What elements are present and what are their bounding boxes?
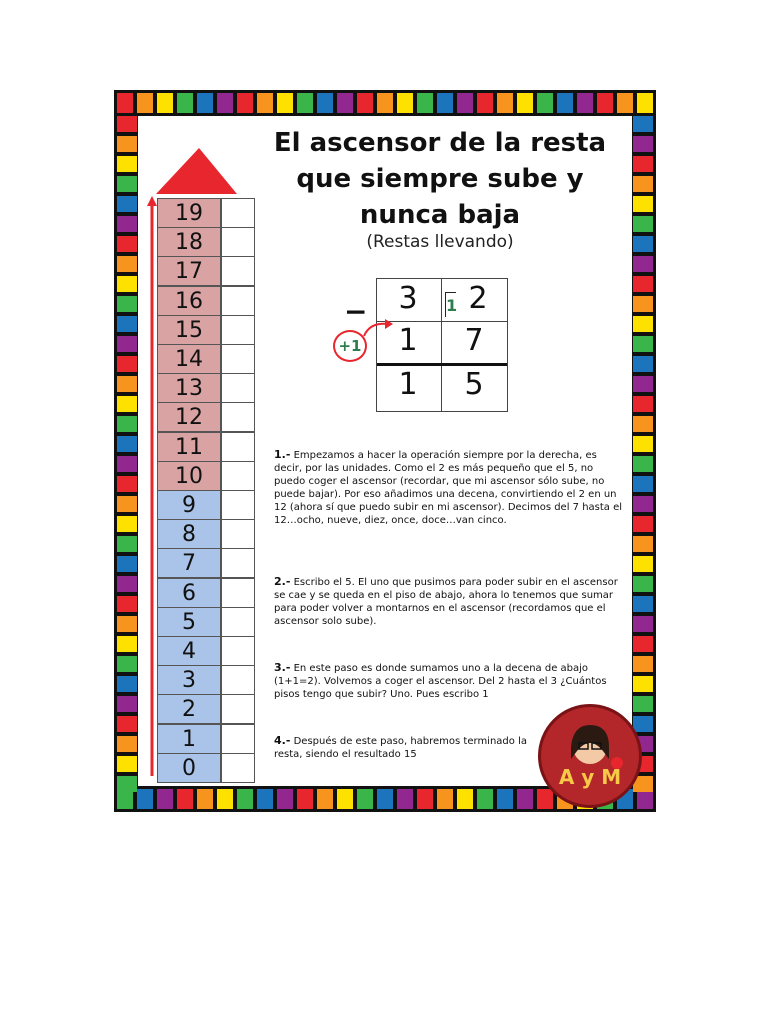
border-tile bbox=[117, 356, 137, 372]
ladder-floor-10: 10 bbox=[157, 461, 221, 491]
border-tile bbox=[117, 716, 137, 732]
middle-units-digit: 7 bbox=[464, 323, 484, 358]
border-tile bbox=[117, 176, 137, 192]
ladder-blank-cell bbox=[221, 607, 255, 637]
ladder-floor-19: 19 bbox=[157, 198, 221, 228]
ladder-blank-cell bbox=[221, 548, 255, 578]
ladder-floor-9: 9 bbox=[157, 490, 221, 520]
border-tile bbox=[633, 656, 653, 672]
border-tile bbox=[117, 436, 137, 452]
border-tile bbox=[417, 789, 433, 809]
border-tile bbox=[297, 93, 313, 113]
border-tile bbox=[137, 789, 153, 809]
ladder-floor-12: 12 bbox=[157, 402, 221, 432]
border-tile bbox=[117, 416, 137, 432]
border-tile bbox=[633, 136, 653, 152]
border-tile bbox=[117, 556, 137, 572]
border-tile bbox=[597, 93, 613, 113]
border-tile bbox=[117, 156, 137, 172]
border-tile bbox=[477, 789, 493, 809]
title-line-2: que siempre sube y bbox=[296, 164, 584, 194]
border-tile bbox=[457, 789, 473, 809]
border-tile bbox=[277, 93, 293, 113]
title-line-1: El ascensor de la resta bbox=[273, 128, 607, 158]
ladder-blank-cell bbox=[221, 636, 255, 666]
border-tile bbox=[633, 116, 653, 132]
border-tile bbox=[437, 93, 453, 113]
border-tile bbox=[617, 93, 633, 113]
border-tile bbox=[633, 476, 653, 492]
border-tile bbox=[517, 93, 533, 113]
step-1: 1.- Empezamos a hacer la operación siempre por la derecha, es decir, por las unidades. Como el 2 es más pequeño que el 5, no puedo coger el ascensor (recordar, que mi ascensor sólo sube, no puede bajar). Por eso añadimos una decena, convirtiendo el 2 en un 12 (ahora sí que puedo subir en mi ascensor). Decimos del 7 hasta el 12…ocho, nueve, diez, once, doce…van cinco. bbox=[274, 448, 623, 526]
border-tile bbox=[337, 93, 353, 113]
border-tile bbox=[257, 93, 273, 113]
ladder-floor-7: 7 bbox=[157, 548, 221, 578]
step-3: 3.- En este paso es donde sumamos uno a la decena de abajo (1+1=2). Volvemos a coger el ascensor. Del 2 hasta el 3 ¿Cuántos pisos tengo que subir? Uno. Pues escribo 1 bbox=[274, 661, 607, 700]
border-tile bbox=[633, 216, 653, 232]
ladder-blank-cell bbox=[221, 724, 255, 754]
border-tile bbox=[117, 296, 137, 312]
ladder-blank-cell bbox=[221, 578, 255, 608]
border-tile bbox=[117, 396, 137, 412]
ladder-floor-5: 5 bbox=[157, 607, 221, 637]
border-tile bbox=[197, 93, 213, 113]
border-tile bbox=[117, 756, 137, 772]
border-tile bbox=[237, 93, 253, 113]
border-tile bbox=[117, 456, 137, 472]
border-tile bbox=[633, 276, 653, 292]
border-tile bbox=[117, 276, 137, 292]
ladder-blank-cell bbox=[221, 665, 255, 695]
border-tile bbox=[117, 136, 137, 152]
border-tile bbox=[377, 789, 393, 809]
border-tile bbox=[397, 789, 413, 809]
ladder-blank-cell bbox=[221, 227, 255, 257]
border-tile bbox=[633, 616, 653, 632]
border-tile bbox=[633, 556, 653, 572]
border-tile bbox=[117, 516, 137, 532]
border-tile bbox=[117, 216, 137, 232]
border-tile bbox=[317, 789, 333, 809]
ladder-blank-cell bbox=[221, 198, 255, 228]
title-line-3: nunca baja bbox=[359, 200, 521, 230]
border-tile bbox=[197, 789, 213, 809]
step-4: 4.- Después de este paso, habremos terminado la resta, siendo el resultado 15 bbox=[274, 734, 527, 760]
border-tile bbox=[633, 516, 653, 532]
border-tile bbox=[177, 93, 193, 113]
border-tile bbox=[437, 789, 453, 809]
border-tile bbox=[633, 176, 653, 192]
middle-tens-digit: 1 bbox=[398, 323, 418, 358]
border-tile bbox=[633, 376, 653, 392]
border-tile bbox=[117, 196, 137, 212]
author-logo bbox=[538, 704, 642, 808]
border-tile bbox=[117, 636, 137, 652]
border-tile bbox=[157, 789, 173, 809]
border-tile bbox=[633, 256, 653, 272]
border-tile bbox=[633, 156, 653, 172]
logo-initials: A y M bbox=[558, 765, 622, 789]
ladder-floor-13: 13 bbox=[157, 373, 221, 403]
border-tile bbox=[633, 596, 653, 612]
border-tile bbox=[457, 93, 473, 113]
border-tile bbox=[117, 776, 137, 792]
ladder-floor-3: 3 bbox=[157, 665, 221, 695]
border-tile bbox=[217, 789, 233, 809]
border-tile bbox=[257, 789, 273, 809]
border-tile bbox=[117, 596, 137, 612]
ladder-floor-11: 11 bbox=[157, 432, 221, 462]
minus-sign: − bbox=[344, 295, 368, 328]
border-tile bbox=[297, 789, 313, 809]
border-tile bbox=[117, 656, 137, 672]
result-tens-digit: 1 bbox=[398, 367, 418, 402]
border-tile bbox=[117, 536, 137, 552]
border-tile bbox=[537, 93, 553, 113]
border-tile bbox=[633, 456, 653, 472]
ladder-floor-8: 8 bbox=[157, 519, 221, 549]
border-tile bbox=[557, 93, 573, 113]
border-tile bbox=[117, 696, 137, 712]
border-tile bbox=[117, 736, 137, 752]
border-tile bbox=[633, 536, 653, 552]
ladder-blank-cell bbox=[221, 753, 255, 783]
ladder-blank-cell bbox=[221, 519, 255, 549]
border-tile bbox=[577, 93, 593, 113]
border-tile bbox=[357, 789, 373, 809]
ladder-floor-18: 18 bbox=[157, 227, 221, 257]
border-tile bbox=[117, 676, 137, 692]
carried-ten: 1 bbox=[445, 292, 456, 317]
ladder-floor-15: 15 bbox=[157, 315, 221, 345]
border-tile bbox=[117, 616, 137, 632]
border-tile bbox=[497, 93, 513, 113]
ladder-floor-14: 14 bbox=[157, 344, 221, 374]
border-tile bbox=[277, 789, 293, 809]
border-tile bbox=[237, 789, 253, 809]
ladder-floor-0: 0 bbox=[157, 753, 221, 783]
ladder-blank-cell bbox=[221, 490, 255, 520]
border-tile bbox=[117, 316, 137, 332]
plus-one-badge: +1 bbox=[333, 330, 367, 362]
border-tile bbox=[117, 576, 137, 592]
border-tile bbox=[497, 789, 513, 809]
border-tile bbox=[397, 93, 413, 113]
border-tile bbox=[357, 93, 373, 113]
ladder-floor-4: 4 bbox=[157, 636, 221, 666]
border-tile bbox=[633, 316, 653, 332]
top-units-digit: 2 bbox=[468, 281, 488, 316]
ladder-floor-1: 1 bbox=[157, 724, 221, 754]
border-tile bbox=[633, 356, 653, 372]
border-tile bbox=[377, 93, 393, 113]
border-tile bbox=[117, 376, 137, 392]
border-tile bbox=[137, 93, 153, 113]
ladder-blank-cell bbox=[221, 402, 255, 432]
ladder-blank-cell bbox=[221, 315, 255, 345]
ladder-floor-2: 2 bbox=[157, 694, 221, 724]
subtitle: (Restas llevando) bbox=[366, 232, 514, 252]
border-tile bbox=[633, 676, 653, 692]
border-tile bbox=[317, 93, 333, 113]
border-tile bbox=[417, 93, 433, 113]
border-tile bbox=[633, 336, 653, 352]
border-tile bbox=[177, 789, 193, 809]
border-tile bbox=[217, 93, 233, 113]
ladder-blank-cell bbox=[221, 256, 255, 286]
ladder-floor-16: 16 bbox=[157, 286, 221, 316]
ladder-floor-17: 17 bbox=[157, 256, 221, 286]
ladder-blank-cell bbox=[221, 373, 255, 403]
border-tile bbox=[117, 256, 137, 272]
ladder-blank-cell bbox=[221, 432, 255, 462]
step-2: 2.- Escribo el 5. El uno que pusimos para poder subir en el ascensor se cae y se queda en el piso de abajo, ahora lo tenemos que sumar para poder volver a montarnos en el ascensor (recordamos que el ascensor solo sube). bbox=[274, 575, 618, 627]
border-tile bbox=[337, 789, 353, 809]
border-tile bbox=[517, 789, 533, 809]
ladder-blank-cell bbox=[221, 694, 255, 724]
border-tile bbox=[117, 236, 137, 252]
border-tile bbox=[633, 436, 653, 452]
border-tile bbox=[633, 396, 653, 412]
border-tile bbox=[633, 416, 653, 432]
border-tile bbox=[157, 93, 173, 113]
ladder-blank-cell bbox=[221, 461, 255, 491]
ladder-floor-6: 6 bbox=[157, 578, 221, 608]
border-tile bbox=[117, 336, 137, 352]
top-tens-digit: 3 bbox=[398, 281, 418, 316]
border-tile bbox=[633, 576, 653, 592]
border-tile bbox=[117, 496, 137, 512]
border-tile bbox=[633, 636, 653, 652]
border-tile bbox=[637, 93, 653, 113]
ladder-blank-cell bbox=[221, 344, 255, 374]
result-units-digit: 5 bbox=[464, 367, 484, 402]
border-tile bbox=[633, 196, 653, 212]
border-tile bbox=[477, 93, 493, 113]
border-tile bbox=[117, 93, 133, 113]
border-tile bbox=[117, 116, 137, 132]
border-tile bbox=[633, 296, 653, 312]
border-tile bbox=[117, 476, 137, 492]
teacher-avatar-icon bbox=[541, 707, 639, 805]
border-tile bbox=[633, 496, 653, 512]
ladder-blank-cell bbox=[221, 286, 255, 316]
border-tile bbox=[633, 236, 653, 252]
curved-arrow-icon bbox=[360, 318, 394, 338]
